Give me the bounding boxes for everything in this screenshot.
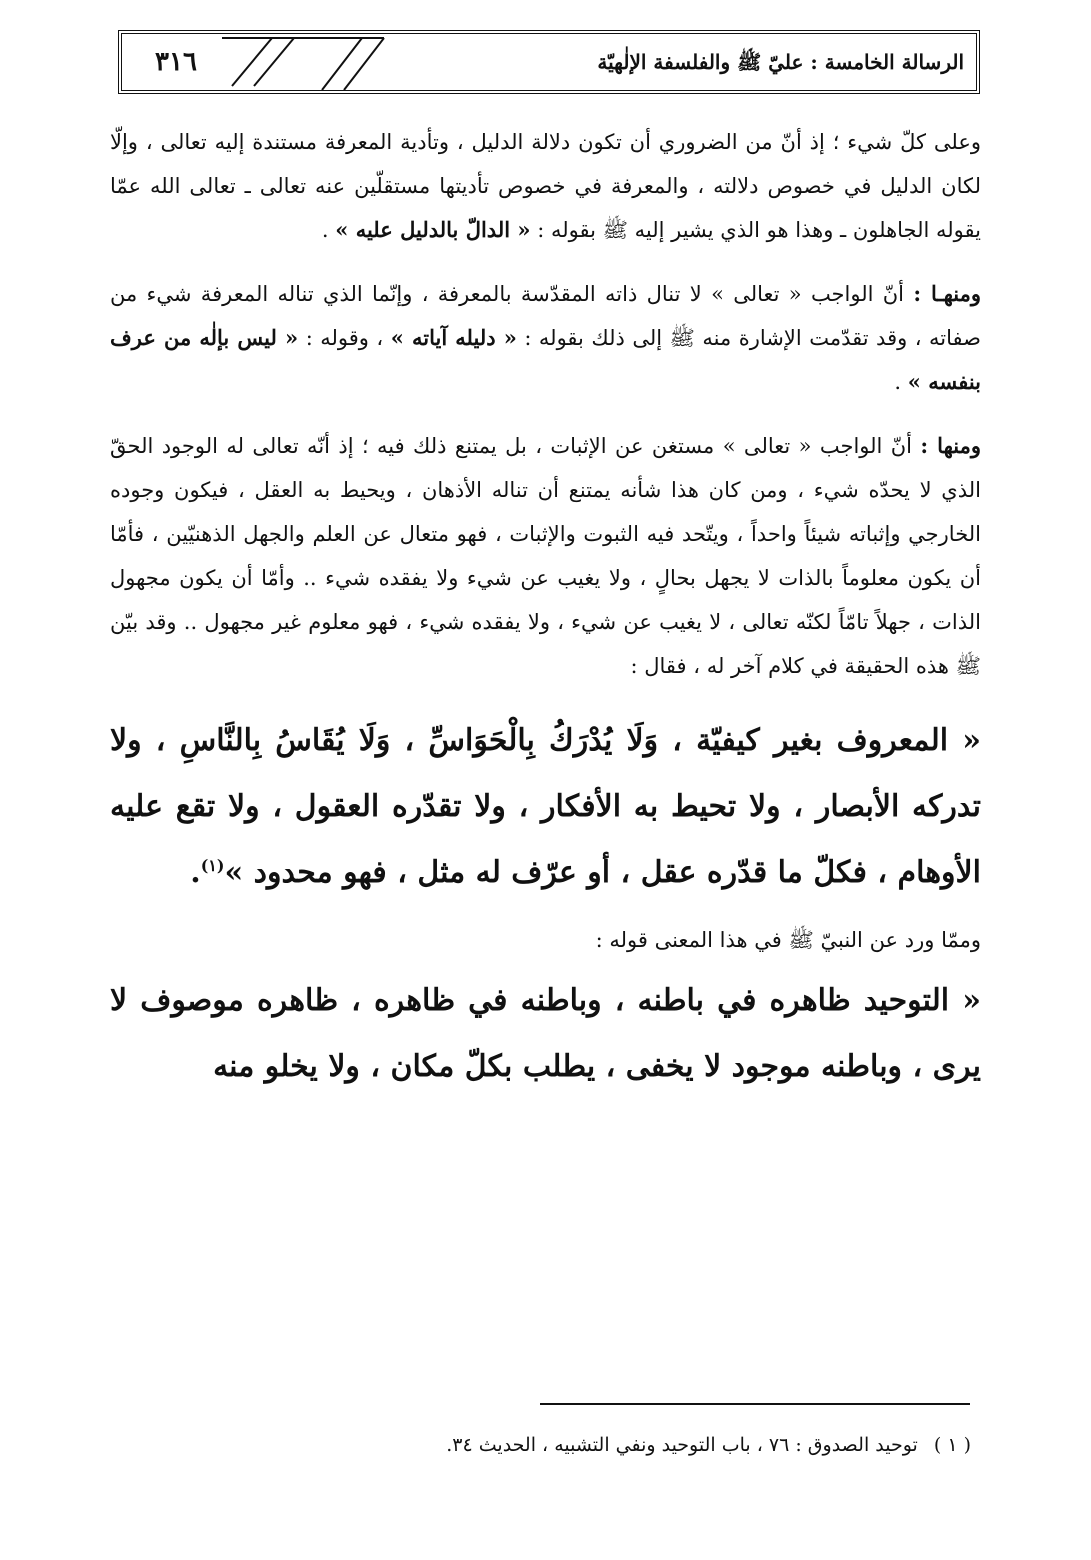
paragraph-2-lead: ومنهـا : — [913, 281, 981, 306]
paragraph-2-quote-1: « دليله آياته » — [390, 325, 517, 350]
page-number: ٣١٦ — [155, 47, 197, 77]
footnote-number: ( ١ ) — [933, 1434, 971, 1456]
paragraph-1-text: وعلى كلّ شيء ؛ إذ أنّ من الضروري أن تكون دلالة الدليل ، وتأدية المعرفة مستندة إليه تعالى ، وإلّا لكان الدليل في خصوص دلالته ، والمعرفة في خصوص تأديتها مستقلّين عنه تعالى ـ تعالى الله عمّا يقوله الجاهلون ـ وهذا هو الذي يشير إليه ﷺ بقوله : — [110, 130, 981, 242]
paragraph-1-quote: « الدالّ بالدليل عليه » — [335, 217, 531, 242]
page-header — [118, 30, 980, 94]
header-title: الرسالة الخامسة : عليّ ﷺ والفلسفة الإلٰهيّة — [597, 50, 964, 74]
footnote — [110, 1428, 971, 1462]
paragraph-3-text: أنّ الواجب « تعالى » مستغن عن الإثبات ، بل يمتنع ذلك فيه ؛ إذ أنّه تعالى له الوجود الحقّ الذي لا يحدّه شيء ، ومن كان هذا شأنه يمتنع أن تناله الأذهان ، ويحيط به العقل ، فيكون وجوده الخارجي وإثباته شيئاً واحداً ، ويتّحد فيه الثبوت والإثبات ، فهو متعال عن العلم والجهل الذهنيّين ، فأمّا أن يكون معلوماً بالذات لا يجهل بحالٍ ، ولا يغيب عن شيء ولا يفقده شيء .. وأمّا أن يكون مجهول الذات ، جهلاً تامّاً لكنّه تعالى ، لا يغيب عن شيء ، ولا يفقده شيء ، فهو معلوم غير مجهول .. وقد بيّن ﷺ هذه الحقيقة في كلام آخر له ، فقال : — [110, 434, 981, 678]
paragraph-2-mid: ، وقوله : — [305, 326, 384, 350]
footnote-separator — [540, 1403, 970, 1405]
paragraph-1 — [110, 120, 981, 252]
paragraph-3-lead: ومنها : — [920, 433, 981, 458]
header-divider-slashes — [122, 34, 984, 90]
paragraph-4 — [110, 918, 981, 962]
hadith-quote-2 — [110, 968, 981, 1100]
footnote-text: توحيد الصدوق : ٧٦ ، باب التوحيد ونفي التشبيه ، الحديث ٣٤. — [446, 1434, 918, 1456]
footnote-reference: (١) — [200, 856, 225, 875]
paragraph-1-end: . — [321, 218, 329, 242]
body-text — [110, 120, 981, 1112]
hadith-quote-2-text: « التوحيد ظاهره في باطنه ، وباطنه في ظاهره ، ظاهره موصوف لا يرى ، وباطنه موجود لا يخفى ، يطلب بكلّ مكان ، ولا يخلو منه — [110, 983, 981, 1084]
paragraph-2-quote-2: « ليس بإلٰه من عرف بنفسه » — [110, 325, 981, 394]
paragraph-4-text: وممّا ورد عن النبيّ ﷺ في هذا المعنى قوله : — [595, 928, 981, 952]
hadith-quote-1-text: « المعروف بغير كيفيّة ، وَلَا يُدْرَكُ بِالْحَوَاسِّ ، وَلَا يُقَاسُ بِالنَّاسِ ، ولا تدركه الأبصار ، ولا تحيط به الأفكار ، ولا تقدّره العقول ، ولا تقع عليه الأوهام ، فكلّ ما قدّره عقل ، أو عرّف له مثل ، فهو محدود » — [110, 723, 981, 890]
paragraph-2 — [110, 272, 981, 404]
paragraph-3 — [110, 424, 981, 688]
paragraph-2-end: . — [894, 370, 902, 394]
hadith-quote-1-end: . — [190, 855, 201, 890]
hadith-quote-1 — [110, 708, 981, 906]
paragraph-2-text: أنّ الواجب « تعالى » لا تنال ذاته المقدّسة بالمعرفة ، وإنّما الذي تناله المعرفة شيء من صفاته ، وقد تقدّمت الإشارة منه ﷺ إلى ذلك بقوله : — [110, 282, 981, 350]
